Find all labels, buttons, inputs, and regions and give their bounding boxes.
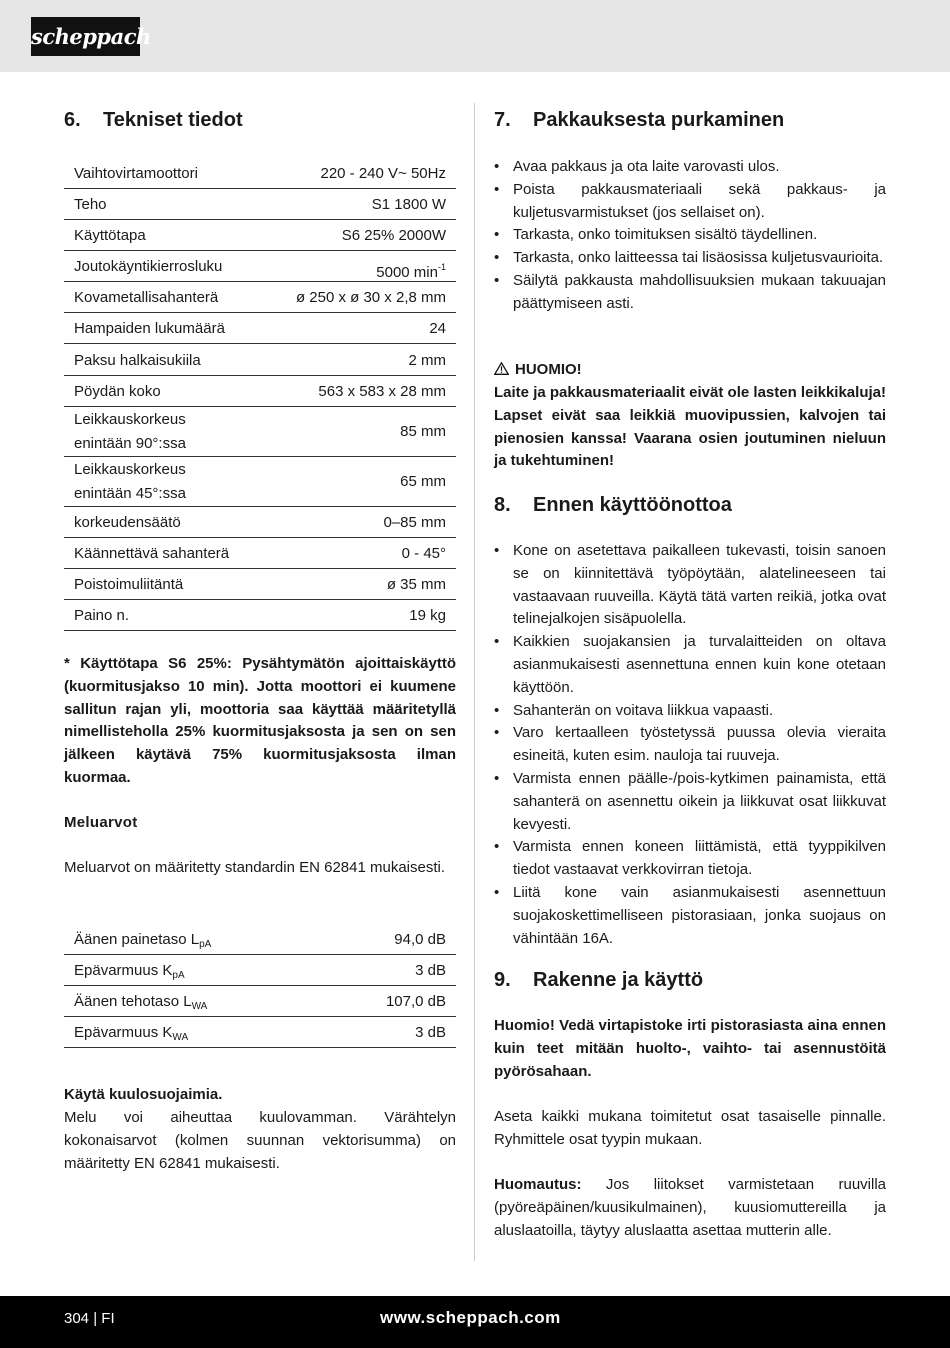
noise-label-sub: WA — [172, 1032, 189, 1043]
section-title: Rakenne ja käyttö — [533, 969, 704, 991]
list-item: • Avaa pakkaus ja ota laite varovasti ulos. — [494, 156, 886, 179]
noise-label-sub: pA — [172, 970, 185, 981]
spec-row — [64, 376, 456, 407]
noise-label: Äänen painetaso $L_{pA}$ — [74, 931, 212, 950]
spec-row — [64, 507, 456, 538]
spec-row — [64, 344, 456, 376]
spec-row — [64, 407, 456, 457]
spec-row — [64, 189, 456, 220]
noise-row — [64, 924, 456, 955]
spec-value: 24 — [429, 320, 446, 337]
logo-text: scheppach — [31, 24, 151, 49]
noise-label: Epävarmuus $K_{WA}$ — [74, 1024, 189, 1043]
spec-value: 2 mm — [408, 352, 446, 369]
spec-row — [64, 538, 456, 569]
ear-protection-heading: Käytä kuulosuojaimia. — [64, 1086, 223, 1103]
spec-label: Hampaiden lukumäärä — [74, 320, 225, 337]
note-text: Jos liitokset varmistetaan ruuvilla (pyöreäpäinen/kuusikulmainen), kuusiomuttereilla ja aluslaatoilla, täytyy aluslaatta asettaa mutterin alle. — [494, 1176, 886, 1239]
spec-row — [64, 457, 456, 507]
noise-label-sub: pA — [199, 939, 212, 950]
noise-value: 3 dB — [415, 1024, 446, 1041]
section-number: 6. — [64, 109, 81, 131]
spec-value: 0–85 mm — [383, 514, 446, 531]
spec-row — [64, 569, 456, 600]
spec-value-sup: -1 — [437, 262, 446, 272]
spec-label: Käyttötapa — [74, 227, 146, 244]
spec-value: 563 x 583 x 28 mm — [318, 383, 446, 400]
preparation-list — [494, 540, 886, 950]
noise-row — [64, 986, 456, 1017]
noise-text: Meluarvot on määritetty standardin EN 62841 mukaisesti. — [64, 859, 446, 876]
list-item: • Varmista ennen koneen liittämistä, että tyyppikilven tiedot vastaavat verkkovirran tietoja. — [494, 836, 886, 882]
section-9-heading — [494, 968, 703, 992]
spec-row — [64, 600, 456, 631]
list-item: • Sahanterän on voitava liikkua vapaasti. — [494, 700, 886, 723]
noise-row — [64, 955, 456, 986]
spec-row — [64, 282, 456, 313]
warning-title-line — [494, 359, 582, 382]
list-item: • Kaikkien suojakansien ja turvalaitteiden on oltava asianmukaisesti asennettuna ennen kuin kone otetaan käyttöön. — [494, 631, 886, 699]
spec-value: ø 35 mm — [386, 576, 446, 593]
assembly-text: Aseta kaikki mukana toimitetut osat tasaiselle pinnalle. Ryhmittele osat tyypin mukaan. — [494, 1108, 886, 1148]
spec-label — [74, 408, 186, 456]
ear-protection-text: Melu voi aiheuttaa kuulovamman. Värähtelyn kokonaisarvot (kolmen suunnan vektorisumma) on määritetty EN 62841 mukaisesti. — [64, 1109, 456, 1172]
warning-title: HUOMIO! — [515, 361, 582, 378]
spec-label: Kovametallisahanterä — [74, 289, 219, 306]
section-number: 7. — [494, 109, 511, 131]
section-title: Ennen käyttöönottoa — [533, 494, 732, 516]
spec-label: Pöydän koko — [74, 383, 161, 400]
list-item: • Liitä kone vain asianmukaisesti asennettuun suojakoskettimelliseen pistorasiaan, jonka suojaus on vähintään 16A. — [494, 882, 886, 950]
page-num: 304 — [64, 1310, 90, 1327]
spec-row — [64, 251, 456, 282]
list-item: • Säilytä pakkausta mahdollisuuksien mukaan takuuajan päättymiseen asti. — [494, 270, 886, 316]
spec-value: 0 - 45° — [401, 545, 446, 562]
spec-value: S6 25% 2000W — [341, 227, 446, 244]
spec-label: korkeudensäätö — [74, 514, 181, 531]
spec-label-line: enintään 45°:ssa — [74, 485, 186, 502]
spec-value: 220 - 240 V~ 50Hz — [320, 165, 446, 182]
page-lang: FI — [101, 1310, 115, 1327]
spec-value: 19 kg — [409, 607, 446, 624]
assembly-note — [494, 1174, 886, 1242]
spec-row — [64, 220, 456, 251]
spec-value: S1 1800 W — [371, 196, 446, 213]
section-number: 8. — [494, 494, 511, 516]
unpacking-list — [494, 156, 886, 316]
section-7-heading — [494, 108, 784, 132]
warning-icon — [494, 362, 509, 375]
noise-label: Epävarmuus $K_{pA}$ — [74, 962, 185, 981]
column-divider — [474, 103, 475, 1261]
spec-value: 65 mm — [400, 473, 446, 490]
spec-label: Teho — [74, 196, 107, 213]
spec-label: Paino n. — [74, 607, 130, 624]
spec-label: Paksu halkaisukiila — [74, 352, 201, 369]
noise-row — [64, 1017, 456, 1048]
spec-label-line: Leikkauskorkeus — [74, 461, 186, 478]
list-item: • Poista pakkausmateriaali sekä pakkaus- ja kuljetusvarmistukset (jos sellaiset on). — [494, 179, 886, 225]
noise-label: Äänen tehotaso $L_{WA}$ — [74, 993, 208, 1012]
list-item: • Varo kertaalleen työstetyssä puussa olevia vieraita esineitä, kuten esim. nauloja tai ruuveja. — [494, 722, 886, 768]
noise-heading: Meluarvot — [64, 814, 138, 831]
spec-label — [74, 458, 186, 506]
noise-label-sub: WA — [191, 1001, 208, 1012]
list-item: • Tarkasta, onko laitteessa tai lisäosissa kuljetusvaurioita. — [494, 247, 886, 270]
spec-label: Käännettävä sahanterä — [74, 545, 230, 562]
list-item: • Tarkasta, onko toimituksen sisältö täydellinen. — [494, 224, 886, 247]
spec-row — [64, 158, 456, 189]
spec-label: Joutokäyntikierrosluku — [74, 258, 223, 275]
section-6-heading — [64, 108, 243, 132]
spec-label-line: enintään 90°:ssa — [74, 435, 186, 452]
section-title: Tekniset tiedot — [103, 109, 243, 131]
list-item: • Kone on asetettava paikalleen tukevasti, toisin sanoen se on kiinnitettävä työpöytään, alatelineeseen tai vastaavaan ruuveilla. Käytä tätä varten reikiä, jotka ovat telinejalkojen sisäpuolella. — [494, 540, 886, 631]
spec-value: 5000 $\min^{-1}$ — [376, 262, 446, 281]
list-item: • Varmista ennen päälle-/pois-kytkimen painamista, että sahanterä on asennettu oikein ja liikkuvat osat liikkuvat kevyesti. — [494, 768, 886, 836]
spec-label: Poistoimuliitäntä — [74, 576, 184, 593]
section-8-heading — [494, 493, 732, 517]
spec-value: 85 mm — [400, 423, 446, 440]
spec-label-line: Leikkauskorkeus — [74, 411, 186, 428]
page-number: 304 | FI — [64, 1310, 115, 1327]
spec-label: Vaihtovirtamoottori — [74, 165, 198, 182]
noise-value: 107,0 dB — [385, 993, 446, 1010]
brand-logo — [31, 17, 151, 56]
noise-value: 3 dB — [415, 962, 446, 979]
warning-text: Laite ja pakkausmateriaalit eivät ole lasten leikkikaluja! Lapset eivät saa leikkiä muovipussien, kalvojen tai pienosien kanssa! Vaarana osien joutuminen nieluun ja tukehtuminen! — [494, 384, 886, 470]
section-title: Pakkauksesta purkaminen — [533, 109, 785, 131]
noise-value: 94,0 dB — [394, 931, 446, 948]
spec-row — [64, 313, 456, 344]
note-label: Huomautus: — [494, 1176, 582, 1193]
duty-cycle-note: * Käyttötapa S6 25%: Pysähtymätön ajoittaiskäyttö (kuormitusjakso 10 min). Jotta moottori ei kuumene sallitun rajan yli, moottoria saa käyttää määritetyllä nimellisteholla 25% kuormitusjaksosta ja sen on sen jälkeen käytävä 75% kuormitusjaksosta ilman kuormaa. — [64, 655, 456, 786]
spec-value: ø 250 x ø 30 x 2,8 mm — [295, 289, 446, 306]
website-url: www.scheppach.com — [380, 1308, 561, 1327]
caution-text: Huomio! Vedä virtapistoke irti pistorasiasta aina ennen kuin teet mitään huolto-, vaihto- tai asennustöitä pyörösahaan. — [494, 1017, 886, 1080]
section-number: 9. — [494, 969, 511, 991]
